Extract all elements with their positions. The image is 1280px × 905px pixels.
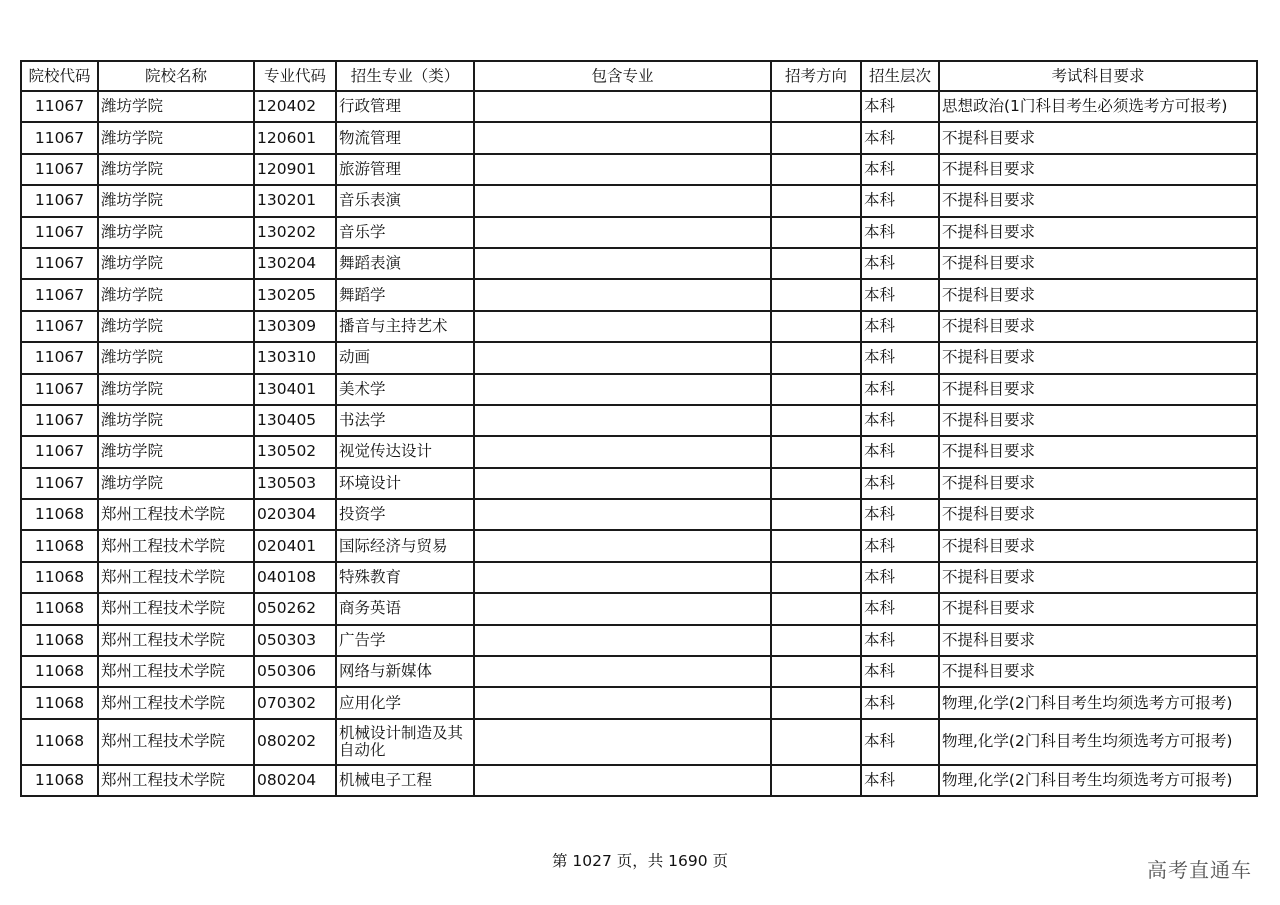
cell-school-name: 潍坊学院 — [98, 217, 254, 248]
table-row — [21, 185, 1257, 216]
cell-level: 本科 — [861, 530, 939, 561]
cell-includes — [474, 625, 771, 656]
cell-direction — [771, 593, 861, 624]
cell-major: 音乐学 — [336, 217, 474, 248]
header-requirement: 考试科目要求 — [939, 61, 1257, 91]
cell-direction — [771, 436, 861, 467]
cell-school-code: 11068 — [21, 765, 98, 796]
cell-includes — [474, 311, 771, 342]
cell-major: 机械设计制造及其自动化 — [336, 719, 474, 765]
watermark: 高考直通车 — [1147, 858, 1252, 882]
cell-level: 本科 — [861, 499, 939, 530]
cell-requirement: 不提科目要求 — [939, 499, 1257, 530]
cell-major-code: 050306 — [254, 656, 336, 687]
cell-requirement: 物理,化学(2门科目考生均须选考方可报考) — [939, 687, 1257, 718]
cell-major: 舞蹈学 — [336, 279, 474, 310]
cell-school-code: 11067 — [21, 248, 98, 279]
cell-direction — [771, 248, 861, 279]
cell-major-code: 130309 — [254, 311, 336, 342]
cell-requirement: 不提科目要求 — [939, 593, 1257, 624]
cell-includes — [474, 91, 771, 122]
cell-major-code: 130405 — [254, 405, 336, 436]
cell-school-code: 11067 — [21, 154, 98, 185]
cell-major: 视觉传达设计 — [336, 436, 474, 467]
cell-school-name: 郑州工程技术学院 — [98, 625, 254, 656]
header-includes: 包含专业 — [474, 61, 771, 91]
cell-major-code: 130201 — [254, 185, 336, 216]
cell-requirement: 不提科目要求 — [939, 279, 1257, 310]
table-row — [21, 625, 1257, 656]
cell-requirement: 不提科目要求 — [939, 185, 1257, 216]
table-row — [21, 593, 1257, 624]
cell-direction — [771, 625, 861, 656]
cell-major: 旅游管理 — [336, 154, 474, 185]
cell-major-code: 020304 — [254, 499, 336, 530]
cell-direction — [771, 499, 861, 530]
cell-school-name: 潍坊学院 — [98, 405, 254, 436]
cell-school-code: 11067 — [21, 436, 98, 467]
cell-major-code: 120601 — [254, 122, 336, 153]
cell-school-code: 11067 — [21, 468, 98, 499]
cell-requirement: 不提科目要求 — [939, 374, 1257, 405]
cell-school-code: 11068 — [21, 499, 98, 530]
cell-school-name: 郑州工程技术学院 — [98, 765, 254, 796]
cell-level: 本科 — [861, 185, 939, 216]
table-row — [21, 248, 1257, 279]
cell-level: 本科 — [861, 122, 939, 153]
cell-direction — [771, 311, 861, 342]
admissions-table — [20, 60, 1258, 797]
cell-school-code: 11067 — [21, 374, 98, 405]
cell-school-name: 郑州工程技术学院 — [98, 719, 254, 765]
cell-level: 本科 — [861, 405, 939, 436]
cell-includes — [474, 122, 771, 153]
header-direction: 招考方向 — [771, 61, 861, 91]
cell-major: 舞蹈表演 — [336, 248, 474, 279]
cell-includes — [474, 530, 771, 561]
table-row — [21, 405, 1257, 436]
cell-requirement: 不提科目要求 — [939, 248, 1257, 279]
cell-direction — [771, 530, 861, 561]
cell-direction — [771, 765, 861, 796]
cell-school-name: 潍坊学院 — [98, 374, 254, 405]
cell-direction — [771, 91, 861, 122]
cell-requirement: 物理,化学(2门科目考生均须选考方可报考) — [939, 765, 1257, 796]
cell-level: 本科 — [861, 719, 939, 765]
table-row — [21, 530, 1257, 561]
cell-level: 本科 — [861, 91, 939, 122]
cell-requirement: 物理,化学(2门科目考生均须选考方可报考) — [939, 719, 1257, 765]
cell-school-code: 11068 — [21, 719, 98, 765]
cell-includes — [474, 217, 771, 248]
cell-direction — [771, 719, 861, 765]
cell-major-code: 070302 — [254, 687, 336, 718]
header-school-name: 院校名称 — [98, 61, 254, 91]
table-row — [21, 279, 1257, 310]
table-row — [21, 374, 1257, 405]
cell-major-code: 130204 — [254, 248, 336, 279]
cell-school-code: 11068 — [21, 656, 98, 687]
cell-major-code: 120402 — [254, 91, 336, 122]
cell-major-code: 080204 — [254, 765, 336, 796]
header-major-code: 专业代码 — [254, 61, 336, 91]
cell-level: 本科 — [861, 765, 939, 796]
cell-school-code: 11067 — [21, 122, 98, 153]
cell-requirement: 不提科目要求 — [939, 625, 1257, 656]
cell-includes — [474, 405, 771, 436]
table-row — [21, 687, 1257, 718]
cell-major: 机械电子工程 — [336, 765, 474, 796]
cell-school-name: 郑州工程技术学院 — [98, 530, 254, 561]
cell-major: 书法学 — [336, 405, 474, 436]
cell-requirement: 不提科目要求 — [939, 154, 1257, 185]
cell-school-code: 11067 — [21, 342, 98, 373]
table-row — [21, 122, 1257, 153]
cell-school-name: 郑州工程技术学院 — [98, 687, 254, 718]
cell-requirement: 不提科目要求 — [939, 562, 1257, 593]
cell-school-name: 潍坊学院 — [98, 248, 254, 279]
cell-level: 本科 — [861, 625, 939, 656]
cell-school-code: 11067 — [21, 217, 98, 248]
table-row — [21, 562, 1257, 593]
cell-requirement: 不提科目要求 — [939, 311, 1257, 342]
cell-major-code: 050262 — [254, 593, 336, 624]
cell-school-name: 郑州工程技术学院 — [98, 593, 254, 624]
cell-includes — [474, 248, 771, 279]
cell-level: 本科 — [861, 342, 939, 373]
cell-major-code: 020401 — [254, 530, 336, 561]
cell-includes — [474, 185, 771, 216]
cell-school-name: 潍坊学院 — [98, 154, 254, 185]
cell-school-code: 11067 — [21, 91, 98, 122]
cell-requirement: 思想政治(1门科目考生必须选考方可报考) — [939, 91, 1257, 122]
cell-school-code: 11068 — [21, 530, 98, 561]
cell-school-code: 11067 — [21, 405, 98, 436]
cell-level: 本科 — [861, 217, 939, 248]
cell-major-code: 050303 — [254, 625, 336, 656]
cell-major: 广告学 — [336, 625, 474, 656]
cell-requirement: 不提科目要求 — [939, 468, 1257, 499]
cell-includes — [474, 562, 771, 593]
cell-major: 物流管理 — [336, 122, 474, 153]
cell-direction — [771, 405, 861, 436]
table-row — [21, 91, 1257, 122]
cell-major: 环境设计 — [336, 468, 474, 499]
cell-includes — [474, 593, 771, 624]
cell-school-name: 潍坊学院 — [98, 342, 254, 373]
cell-direction — [771, 687, 861, 718]
cell-level: 本科 — [861, 562, 939, 593]
cell-school-name: 潍坊学院 — [98, 91, 254, 122]
cell-includes — [474, 765, 771, 796]
header-major: 招生专业（类） — [336, 61, 474, 91]
cell-major-code: 130202 — [254, 217, 336, 248]
cell-level: 本科 — [861, 311, 939, 342]
cell-major: 应用化学 — [336, 687, 474, 718]
cell-level: 本科 — [861, 656, 939, 687]
cell-includes — [474, 374, 771, 405]
cell-school-name: 潍坊学院 — [98, 279, 254, 310]
cell-direction — [771, 374, 861, 405]
cell-requirement: 不提科目要求 — [939, 342, 1257, 373]
cell-school-code: 11067 — [21, 311, 98, 342]
cell-includes — [474, 342, 771, 373]
cell-direction — [771, 185, 861, 216]
cell-includes — [474, 656, 771, 687]
cell-school-name: 潍坊学院 — [98, 468, 254, 499]
cell-school-name: 郑州工程技术学院 — [98, 656, 254, 687]
cell-major-code: 080202 — [254, 719, 336, 765]
cell-major-code: 040108 — [254, 562, 336, 593]
cell-direction — [771, 656, 861, 687]
table-row — [21, 499, 1257, 530]
cell-includes — [474, 154, 771, 185]
cell-major-code: 130401 — [254, 374, 336, 405]
cell-requirement: 不提科目要求 — [939, 436, 1257, 467]
header-school-code: 院校代码 — [21, 61, 98, 91]
cell-school-code: 11067 — [21, 185, 98, 216]
cell-direction — [771, 217, 861, 248]
cell-school-code: 11068 — [21, 593, 98, 624]
cell-major: 网络与新媒体 — [336, 656, 474, 687]
cell-major: 美术学 — [336, 374, 474, 405]
cell-level: 本科 — [861, 436, 939, 467]
cell-major: 国际经济与贸易 — [336, 530, 474, 561]
cell-major-code: 120901 — [254, 154, 336, 185]
table-header-row — [21, 61, 1257, 91]
cell-major-code: 130205 — [254, 279, 336, 310]
cell-major: 投资学 — [336, 499, 474, 530]
cell-includes — [474, 436, 771, 467]
cell-school-name: 潍坊学院 — [98, 311, 254, 342]
cell-major: 商务英语 — [336, 593, 474, 624]
cell-school-name: 潍坊学院 — [98, 436, 254, 467]
cell-major-code: 130503 — [254, 468, 336, 499]
cell-major: 播音与主持艺术 — [336, 311, 474, 342]
table-row — [21, 217, 1257, 248]
cell-major-code: 130502 — [254, 436, 336, 467]
cell-direction — [771, 279, 861, 310]
table-row — [21, 719, 1257, 765]
cell-level: 本科 — [861, 687, 939, 718]
cell-school-code: 11068 — [21, 687, 98, 718]
table-body — [21, 91, 1257, 796]
table-row — [21, 436, 1257, 467]
cell-school-name: 潍坊学院 — [98, 122, 254, 153]
cell-school-name: 潍坊学院 — [98, 185, 254, 216]
cell-includes — [474, 719, 771, 765]
cell-direction — [771, 122, 861, 153]
table-row — [21, 311, 1257, 342]
cell-school-code: 11067 — [21, 279, 98, 310]
cell-level: 本科 — [861, 279, 939, 310]
cell-direction — [771, 154, 861, 185]
cell-major: 行政管理 — [336, 91, 474, 122]
table-row — [21, 154, 1257, 185]
table-row — [21, 342, 1257, 373]
cell-direction — [771, 342, 861, 373]
cell-major: 特殊教育 — [336, 562, 474, 593]
cell-school-code: 11068 — [21, 562, 98, 593]
cell-major: 音乐表演 — [336, 185, 474, 216]
cell-direction — [771, 562, 861, 593]
cell-includes — [474, 687, 771, 718]
cell-requirement: 不提科目要求 — [939, 405, 1257, 436]
cell-level: 本科 — [861, 154, 939, 185]
cell-level: 本科 — [861, 374, 939, 405]
cell-requirement: 不提科目要求 — [939, 656, 1257, 687]
cell-level: 本科 — [861, 248, 939, 279]
cell-includes — [474, 499, 771, 530]
cell-school-name: 郑州工程技术学院 — [98, 499, 254, 530]
cell-requirement: 不提科目要求 — [939, 530, 1257, 561]
cell-school-name: 郑州工程技术学院 — [98, 562, 254, 593]
cell-major: 动画 — [336, 342, 474, 373]
table-row — [21, 656, 1257, 687]
cell-includes — [474, 279, 771, 310]
cell-school-code: 11068 — [21, 625, 98, 656]
table-row — [21, 765, 1257, 796]
cell-requirement: 不提科目要求 — [939, 122, 1257, 153]
cell-requirement: 不提科目要求 — [939, 217, 1257, 248]
cell-major-code: 130310 — [254, 342, 336, 373]
cell-direction — [771, 468, 861, 499]
cell-includes — [474, 468, 771, 499]
cell-level: 本科 — [861, 468, 939, 499]
table-row — [21, 468, 1257, 499]
page-number: 第 1027 页，共 1690 页 — [551, 852, 729, 870]
cell-level: 本科 — [861, 593, 939, 624]
header-level: 招生层次 — [861, 61, 939, 91]
